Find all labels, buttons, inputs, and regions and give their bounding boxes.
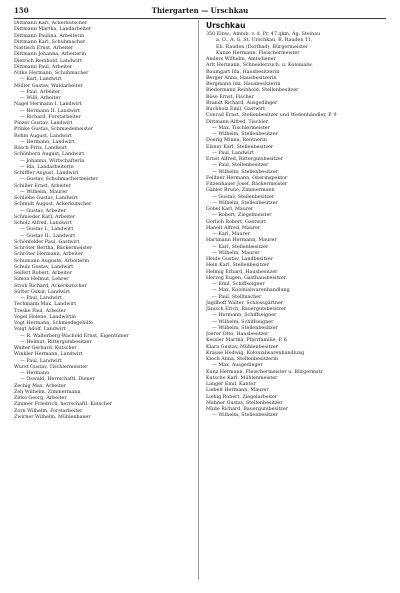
directory-entry: Wurst Gustav, Tischlermeister: [14, 364, 88, 370]
column-separator: [198, 20, 199, 580]
directory-entry: — Paul, Stellmacher: [212, 294, 262, 300]
directory-entry: — Paul, Stellenbesitzer: [212, 163, 269, 169]
directory-entry: Pinzer Gustav, Landwirt: [14, 121, 73, 126]
directory-entry: Conrad Ernst, Stellenbesitzer und Wedenhändler, P. 9: [206, 113, 337, 119]
directory-entry: — Willi, Arbeiter: [20, 96, 61, 101]
directory-entry: Hein Karl, Stellenbesitzer: [206, 263, 270, 269]
directory-entry: Schulz Gustav, Landwirt: [14, 264, 74, 270]
directory-entry: Vogt Hermann, Schmiedegehilfe: [14, 321, 93, 326]
directory-entry: — Karl, Maurer: [212, 232, 250, 237]
directory-entry: Liebig Robert, Ziegelarbeiter: [206, 394, 278, 400]
directory-entry: Zeh Wilhelm, Zimmermann: [14, 389, 81, 395]
directory-entry: Kunz Hermann, Fleischermeister u. Bürgermstr.: [206, 369, 324, 375]
directory-entry: Kutsche Karl, Mühlenmeister: [206, 375, 278, 381]
directory-entry: Buchholz Emil, Gastwirt: [206, 107, 266, 112]
directory-entry: Stroh Richard, Ackerkutscher: [14, 283, 87, 289]
directory-entry: Ernst Alfred, Rittergutsbesitzer: [206, 157, 283, 162]
directory-entry: Schiffler August, Landwirt: [14, 171, 79, 176]
directory-entry: Langer Emil, Kantor: [206, 382, 256, 387]
directory-entry: Schumann Auguste, Arbeiterin: [14, 258, 90, 264]
directory-entry: Mahner Gustav, Stellenbesitzer: [206, 400, 283, 406]
directory-entry: Simon Helmut, Lehrer: [14, 277, 69, 283]
directory-entry: Kloch Anna, Stellenbesitzerin: [206, 357, 279, 362]
directory-entry: — Wilhelm, Stellenbesitzer: [212, 325, 278, 331]
directory-entry: Zirke Georg, Arbeiter: [14, 396, 67, 401]
directory-entry: — Gustav II., Landwirt: [20, 233, 76, 239]
directory-entry: Treske Paul, Arbeiter: [14, 308, 66, 314]
directory-entry: — Gustav, Stellenbesitzer: [212, 194, 275, 200]
directory-entry: — Karl, Stellenbesitzer: [212, 244, 269, 250]
directory-entry: Berger Anna, Hausbesitzerin: [206, 75, 277, 81]
directory-entry: Liebelt Hermann, Maurer: [206, 388, 269, 394]
directory-entry: — Karl, Landwirt: [20, 77, 62, 83]
directory-entry: — Wilhelm, Stellenbesitzer: [212, 413, 278, 419]
directory-entry: — Ida, Landarbeiterin: [20, 164, 74, 170]
directory-entry: — Paul, Landwirt: [20, 296, 62, 301]
directory-entry: — Wilhelm, Stellenbesitzer: [212, 169, 278, 175]
directory-entry: Elsner Karl, Stellenbesitzer: [206, 144, 274, 150]
directory-entry: — Wilhelm, Schiffseigner: [212, 319, 274, 325]
intro-line: a. O., A. G. St. Urschkau, R. Rauden 11,: [216, 38, 313, 44]
directory-entry: Zwirner Wilhelm, Mühlenbauer: [14, 414, 91, 420]
intro-line: 350 Einw., Amtsb. v. d. Pr. 47 qkm, Ag. Steinau: [206, 32, 321, 37]
directory-entry: Winkler Hermann, Landwirt: [14, 352, 83, 358]
directory-entry: Arlt Hermann, Schneiderzuch. u. Kolonialw.: [206, 63, 313, 69]
directory-entry: Dittmann Martha, Landarbeiter: [14, 27, 92, 33]
directory-entry: Jänisch Erich, Bauergutsbesitzer: [206, 307, 286, 312]
directory-entry: Nastisch Ernst, Arbeiter: [14, 46, 74, 51]
page-header: [14, 6, 386, 16]
directory-entry: Sütter Oskar, Landwirt: [14, 289, 70, 295]
running-title: Thiergarten — Urschkau: [151, 6, 249, 15]
directory-entry: — Max, Ausgedinger: [212, 363, 263, 369]
directory-entry: Techmann Max, Landwirt: [14, 302, 77, 308]
right-column: [206, 21, 388, 420]
directory-entry: — Gustav, Arbeiter: [20, 208, 66, 214]
directory-entry: Herzog Eugen, Gasthausbesitzer: [206, 275, 287, 281]
directory-entry: — Paul, Arbeiter: [20, 89, 61, 95]
directory-entry: Kessler Martha, Pfarrfamilie, P. 6: [206, 338, 287, 344]
directory-entry: Müller Gustav, Waldarbeiter: [14, 83, 83, 89]
directory-entry: Prinke Gustav, Schmiedemeister: [14, 127, 94, 133]
directory-entry: Zechig Max, Arbeiter: [14, 383, 66, 389]
directory-entry: Klara Gustav, Mühlenbesitzer: [206, 344, 279, 350]
directory-entry: Dittmann Alfred, Tischler: [206, 119, 269, 125]
section-title: Urschkau: [206, 21, 246, 30]
directory-entry: Feldner Hermann, Oberinspektor: [206, 175, 288, 181]
directory-entry: — Helmut, Rittergutsbesitzer: [20, 339, 92, 345]
section-intro: [206, 32, 388, 57]
directory-entry: Scholz Alfred, Landwirt: [14, 221, 72, 226]
directory-entry: — R. Walterberg-Wachold Ernst, Eigentümer: [20, 333, 129, 339]
directory-entry: Seifert Robert, Arbeiter: [14, 271, 72, 276]
directory-entry: Gäbler Bruno, Zimmermann: [206, 188, 275, 194]
directory-entry: Dittmann Karl, Schuhmacher: [14, 39, 86, 45]
directory-entry: Schröter Bertha, Bäckermeister: [14, 246, 92, 251]
directory-entry: Zimmer Friedrich, herrschaftl. Kutscher: [14, 402, 113, 408]
directory-entry: — Max, Tischlermeister: [212, 125, 270, 131]
directory-entry: Schiller Ernst, Arbeiter: [14, 183, 71, 189]
directory-entry: Walter Gerhard, Kutscher: [14, 346, 77, 351]
directory-entry: — Gustav, Schuhmachermeister: [20, 177, 98, 183]
directory-entry: — Wilhelm, Stellenbesitzer: [212, 132, 278, 137]
directory-entry: Bergmann Ida, Hausbesitzerin: [206, 82, 281, 87]
directory-entry: — Wilhelm, Maurer: [212, 250, 260, 256]
directory-entry: Schmieder Karl, Arbeiter: [14, 214, 76, 220]
directory-entry: Dittmann Paulina, Arbeiterin: [14, 33, 85, 39]
directory-entry: Zorn Wilhelm, Forstarbeiter: [14, 408, 83, 414]
directory-entry: — Max, Kolonialwarenhandlung: [212, 288, 290, 294]
directory-entry: — Wilhelm, Maurer: [20, 189, 68, 195]
directory-entry: Dietrich Reinhold, Landwirt: [14, 58, 83, 64]
directory-entry: — Gustav I., Landwirt: [20, 227, 74, 233]
directory-entry: Voigt Adolf, Landwirt: [14, 327, 66, 333]
directory-entry: Biedermann Reinhold, Stellenbesitzer: [206, 88, 299, 94]
directory-entry: Mäde Richard, Bauergutsbesitzer: [206, 407, 289, 412]
directory-entry: — Johanna, Wirtschafterin: [20, 158, 85, 164]
page-number: 150: [14, 6, 29, 15]
directory-entry: Nitke Hermann, Schuhmacher: [14, 71, 89, 76]
directory-entry: Schmidt August, Ackerkutscher: [14, 202, 92, 208]
directory-entry: — Wilhelm, Stellenbesitzer: [212, 200, 278, 206]
directory-entry: Helmig Erhard, Hausbesitzer: [206, 269, 278, 275]
directory-entry: Dittmann Paul, Arbeiter: [14, 64, 73, 70]
directory-entry: Baumgart Ida, Hausbesitzerin: [206, 69, 280, 75]
directory-entry: — Paul, Landwirt: [212, 150, 254, 156]
intro-line: Kunze Hermann, Fleischermeister: [216, 50, 300, 56]
directory-entry: Jagdhoff Walter, Schlossgärtner: [206, 300, 284, 306]
directory-entry: — Hermann, Schiffseigner: [212, 313, 277, 319]
directory-entry: — Oswald, Herrschaftl. Diener: [20, 377, 95, 383]
directory-entry: Heide Gustav, Landbesitzer: [206, 257, 274, 262]
directory-entry: Vogel Helene, Landwirtin: [14, 314, 76, 320]
directory-entry: Rohm August, Landwirt: [14, 133, 72, 139]
directory-entry: — Emil, Schiffseigner: [212, 282, 265, 287]
directory-entry: Doerig Minna, Rentnerin: [206, 138, 267, 144]
directory-entry: — Hermann, Landwirt: [20, 139, 75, 145]
directory-entry: Schönfelder Paul, Gastwirt: [14, 239, 80, 245]
directory-entry: Dittmann Johanna, Arbeiterin: [14, 52, 87, 58]
directory-entry: Schliebe Gustav, Landwirt: [14, 196, 78, 201]
directory-entry: — Paul, Landwirt: [20, 358, 62, 364]
directory-entry: — Hermann: [20, 371, 50, 376]
intro-line: Eb. Rauden (Dorfbad), Bürgermeister: [216, 44, 308, 50]
directory-entry: Hanelt Alfred, Maurer: [206, 225, 261, 231]
directory-entry: Anders Wilhelm, Amtsdiener: [206, 57, 276, 62]
directory-entry: — Richard, Forstarbeiter: [20, 114, 81, 120]
directory-entry: Fitzenhauer Josef, Bäckermeister: [206, 182, 288, 187]
directory-entry: Joerer Otto, Hausbesitzer: [206, 332, 269, 337]
directory-entry: Dittmann Karl, Ackerkutscher: [14, 21, 88, 26]
left-column: [14, 21, 192, 421]
directory-entry: Schönborn August, Landwirt: [14, 152, 85, 158]
right-entries: [206, 57, 388, 420]
directory-entry: Brandt Richard, Ausgedinger: [206, 100, 278, 106]
header-rule: [14, 18, 386, 19]
directory-entry: Rösch Fritz, Landwirt: [14, 146, 67, 151]
directory-entry: Nagel Hermann I. Landwirt: [14, 102, 82, 108]
directory-entry: Hartmann Hermann, Maurer: [206, 238, 277, 244]
directory-entry: Krause Hedwig, Kolonialwarenhandlung: [206, 350, 305, 356]
directory-entry: — Robert, Ziegelmeister: [212, 213, 272, 219]
directory-entry: Böse Ernst, Fischer: [206, 94, 254, 100]
directory-entry: Göbel Karl, Maurer: [206, 207, 254, 212]
directory-entry: Schröter Hermann, Arbeiter: [14, 252, 84, 258]
directory-entry: — Hermann II. Landwirt: [20, 108, 80, 114]
directory-entry: Görlich Robert, Gastwirt: [206, 219, 267, 225]
